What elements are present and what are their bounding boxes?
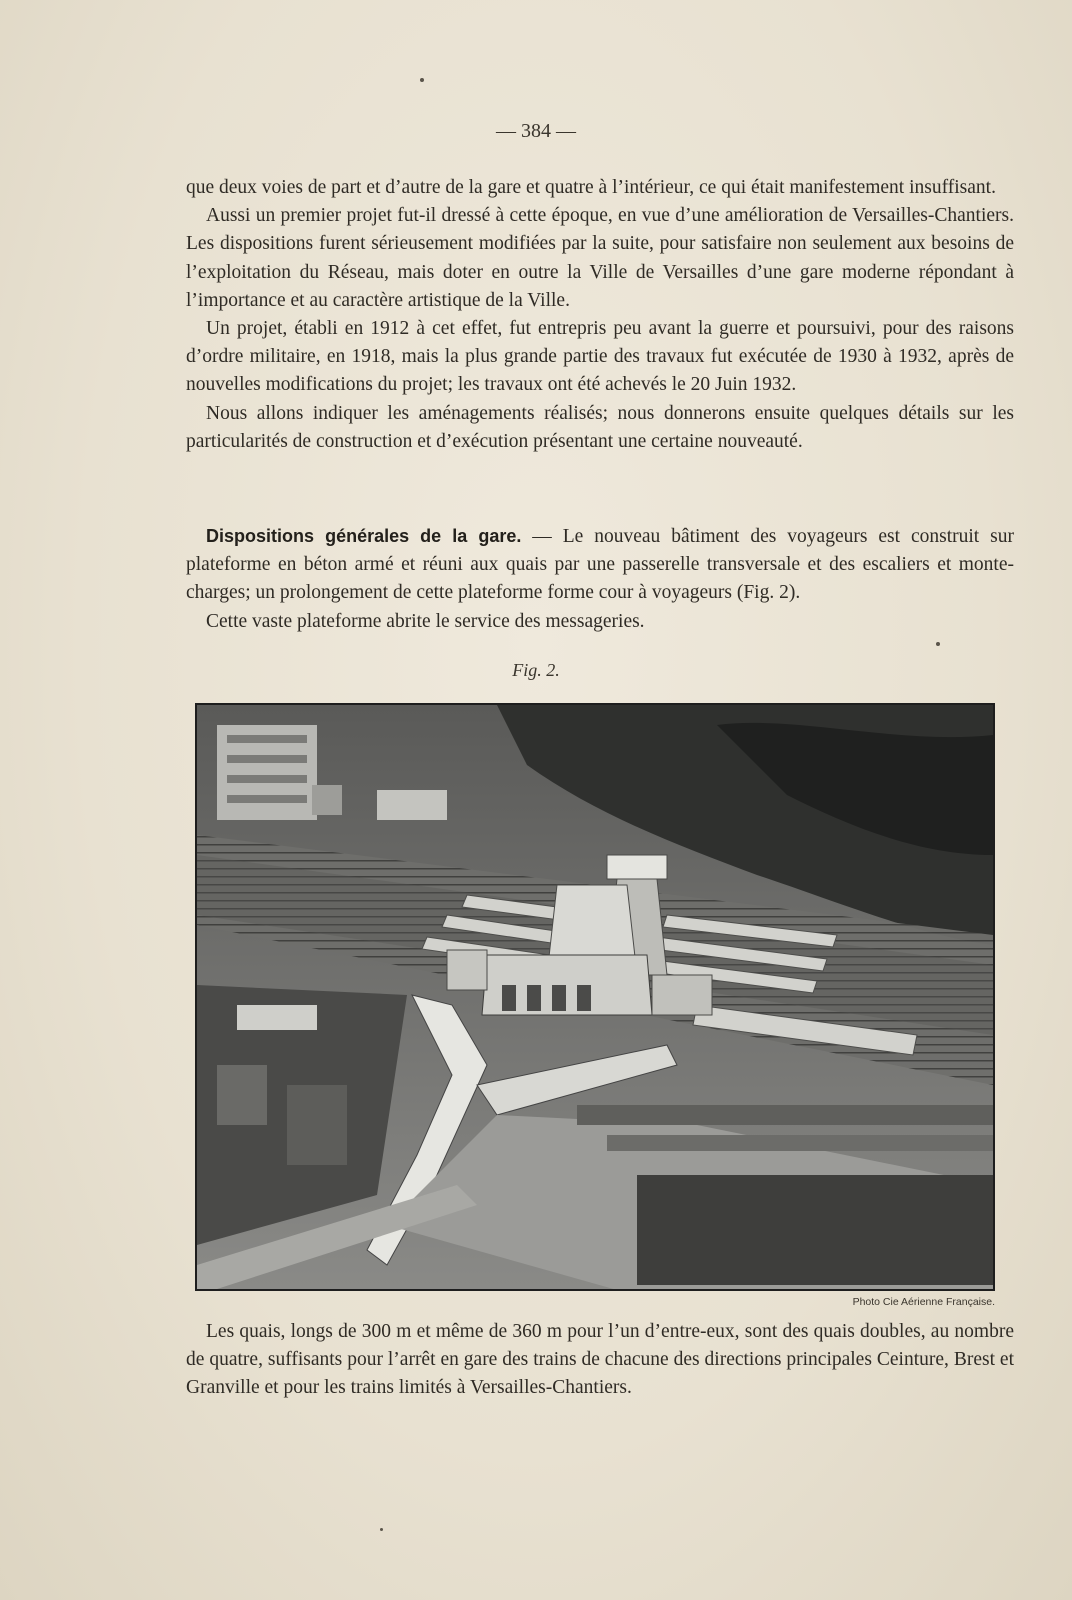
paragraph: Les quais, longs de 300 m et même de 360 m pour l’un d’entre-eux, sont des quais doubles, au nombre de quatre, suffisants pour l’arrêt en gare des trains de chacune des directions principales Ceinture, Brest et Granville et pour les trains limités à Versailles-Chantiers. — [186, 1321, 1014, 1399]
scan-speck — [420, 78, 424, 82]
aerial-photo-station — [195, 703, 995, 1291]
paragraph: Un projet, établi en 1912 à cet effet, fut entrepris peu avant la guerre et poursuivi, pour des raisons d’ordre militaire, en 1918, mais la plus grande partie des travaux fut exécutée de 1930 à 1932, après de nouvelles modifications du projet; les travaux ont été achevés le 20 Juin 1932. — [186, 318, 1014, 396]
section-text: — Le nouveau bâtiment des voyageurs est construit sur plateforme en béton armé et réuni aux quais par une passerelle transversale et des escaliers et monte-charges; un prolongement de cette plateforme forme cour à voyageurs (Fig. 2). — [186, 526, 1014, 604]
paragraph: Aussi un premier projet fut-il dressé à cette époque, en vue d’une amélioration de Versailles-Chantiers. Les dispositions furent sérieusement modifiées par la suite, pour satisfaire non seulement aux besoins de l’exploitation du Réseau, mais doter en outre la Ville de Versailles d’une gare moderne répondant à l’importance et au caractère artistique de la Ville. — [186, 205, 1014, 311]
scan-speck — [380, 1528, 383, 1531]
paragraph: Nous allons indiquer les aménagements réalisés; nous donnerons ensuite quelques détails sur les particularités de construction et d’exécution présentant une certaine nouveauté. — [186, 402, 1014, 452]
section-paragraph — [186, 522, 1014, 608]
paragraph: que deux voies de part et d’autre de la gare et quatre à l’intérieur, ce qui était manifestement insuffisant. — [186, 177, 996, 198]
photo-credit: Photo Cie Aérienne Française. — [852, 1296, 995, 1308]
body-text-bottom — [186, 1318, 1014, 1403]
body-text-top — [186, 174, 1014, 456]
scan-speck — [936, 642, 940, 646]
section-heading: Dispositions générales de la gare. — [206, 526, 522, 546]
page-number: — 384 — — [496, 120, 576, 142]
section-general-dispositions — [186, 522, 1014, 636]
paragraph: Cette vaste plateforme abrite le service des messageries. — [206, 610, 645, 632]
figure-caption: Fig. 2. — [512, 660, 560, 680]
